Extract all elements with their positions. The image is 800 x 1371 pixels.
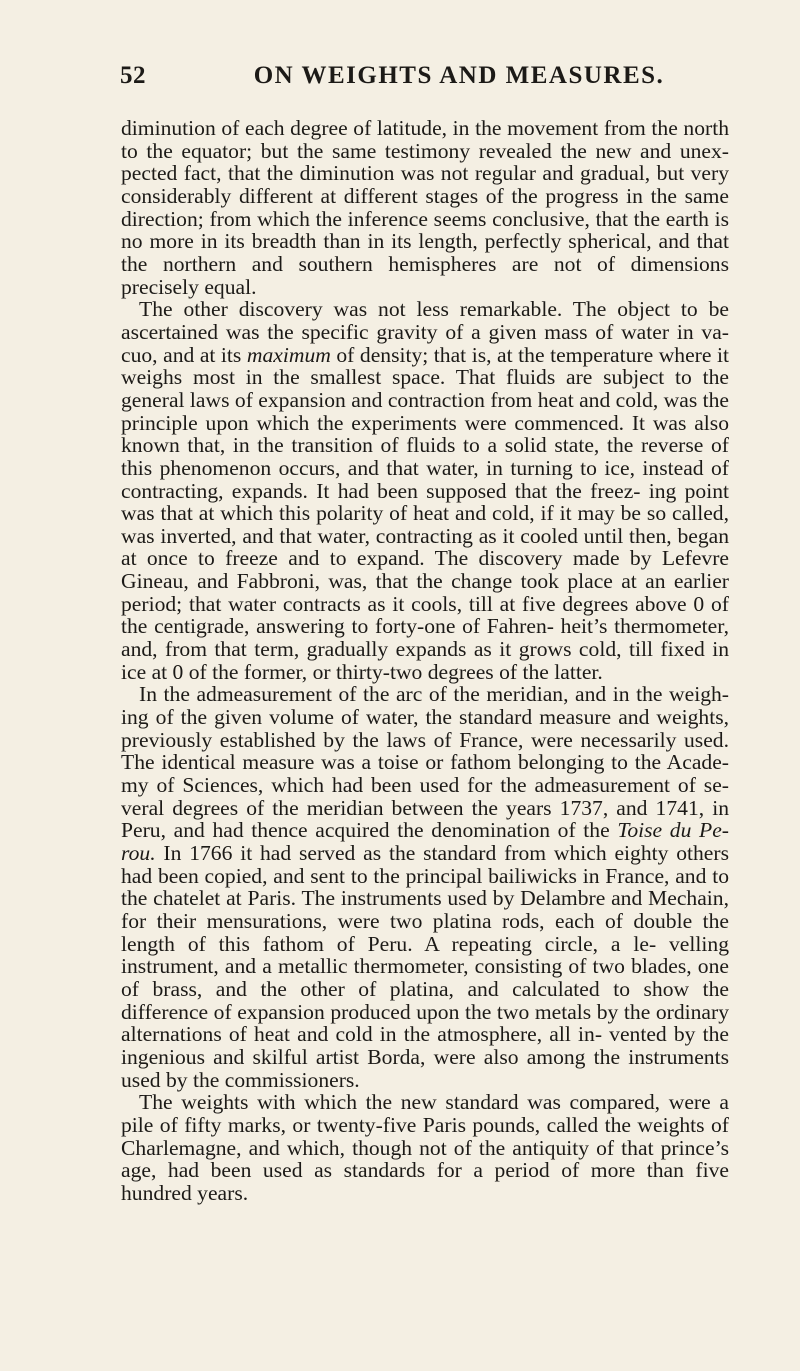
paragraph-text: diminution of each degree of latitude, in the movement from the north to the equator; but the same testimony revealed the new and unex- pected fact, that the diminution was not regular and gradual, but very considerably different at different stages of the progress in the same direction; from which the inference seems conclusive, that the earth is no more in its breadth than in its length, perfectly spherical, and that the northern and southern hemispheres are not of dimensions precisely equal. <box>121 116 729 299</box>
paragraph-weights <box>121 1091 729 1204</box>
paragraph-text: of density; that is, at the temperature where it weighs most in the smallest space. That fluids are subject to the general laws of expansion and contraction from heat and cold, was the principle upon which the experiments were commenced. It was also known that, in the transition of fluids to a solid state, the reverse of this phenomenon occurs, and that water, in turning to ice, instead of contracting, expands. It had been supposed that the freez- ing point was that at which this polarity of heat and cold, if it may be so called, was inverted, and that water, contracting as it cooled until then, began at once to freeze and to expand. The discovery made by Lefevre Gineau, and Fabbroni, was, that the change took place at an earlier period; that water contracts as it cools, till at five degrees above 0 of the centigrade, answering to forty-one of Fahren- heit’s thermometer, and, from that term, gradually expands as it grows cold, till fixed in ice at 0 of the former, or thirty-two degrees of the latter. <box>121 342 730 684</box>
italic-term: maximum <box>246 342 331 367</box>
running-head <box>120 62 728 102</box>
body-text <box>121 117 729 1205</box>
paragraph-text: The other discovery was not less remarkable. The object to be ascertained was the specific gravity of a given mass of water in va- cuo, and at its <box>121 297 729 367</box>
paragraph-latitude-conclusion <box>121 117 729 298</box>
paragraph-text: In the admeasurement of the arc of the meridian, and in the weigh- ing of the given volume of water, the standard measure and weights, previously established by the laws of France, were necessarily used. The identical measure was a toise or fathom belonging to the Acade- my of Sciences, which had been used for the admeasurement of se- veral degrees of the meridian between the years 1737, and 1741, in Peru, and had thence acquired the denomination of the <box>121 682 729 843</box>
paragraph-admeasurement <box>121 683 729 1091</box>
italic-term: Toise du Pe- rou. <box>121 818 729 865</box>
page-number: 52 <box>120 62 146 89</box>
paragraph-water-density <box>121 298 729 683</box>
running-title: ON WEIGHTS AND MEASURES. <box>253 62 665 89</box>
paragraph-text: The weights with which the new standard was compared, were a pile of fifty marks, or twenty-five Paris pounds, called the weights of Charlemagne, and which, though not of the antiquity of that prince’s age, had been used as standards for a period of more than five hundred years. <box>121 1090 729 1205</box>
paragraph-text: In 1766 it had served as the standard from which eighty others had been copied, and sent to the principal bailiwicks in France, and to the chatelet at Paris. The instruments used by Delambre and Mechain, for their mensurations, were two platina rods, each of double the length of this fathom of Peru. A repeating circle, a le- velling instrument, and a metallic thermometer, consisting of two blades, one of brass, and the other of platina, and calculated to show the difference of expansion produced upon the two metals by the ordinary alternations of heat and cold in the atmosphere, all in- vented by the ingenious and skilful artist Borda, were also among the instruments used by the commissioners. <box>121 841 729 1092</box>
